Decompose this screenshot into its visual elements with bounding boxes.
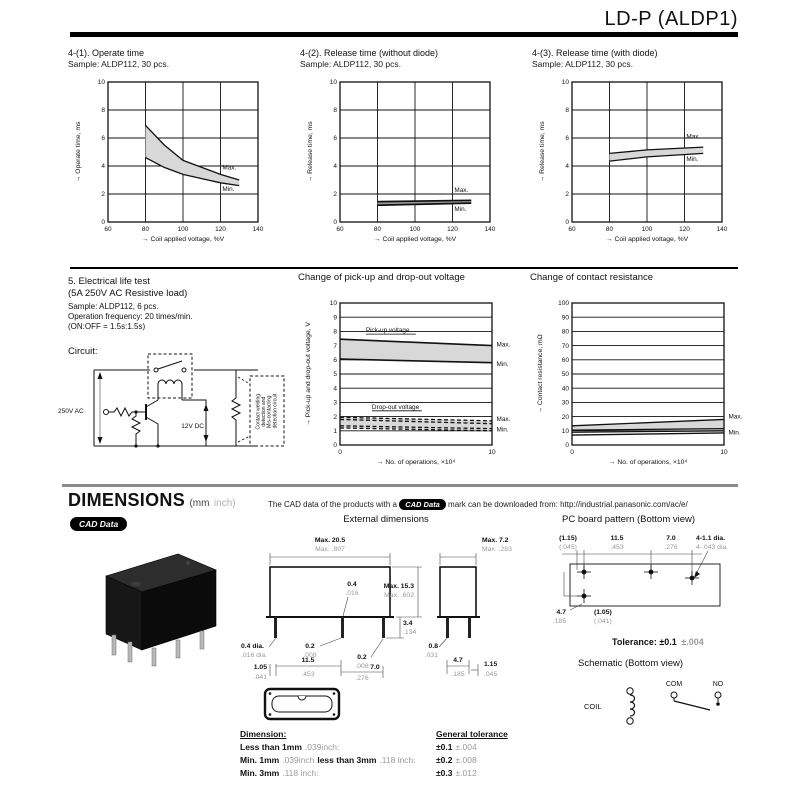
svg-text:Min.: Min. [686,156,699,164]
svg-text:90: 90 [561,314,569,322]
svg-text:6: 6 [333,135,337,143]
svg-text:0: 0 [101,219,105,227]
svg-text:8: 8 [333,107,337,115]
svg-text:→ No. of operations, ×10⁴: → No. of operations, ×10⁴ [376,459,456,466]
dim-mm: Min. 1mm [240,755,280,765]
dim-mm: less than 3mm [317,755,377,765]
svg-text:4: 4 [101,163,105,171]
svg-text:8: 8 [333,328,337,336]
dim-label: .453 [610,544,624,551]
svg-text:→ Release time, ms: → Release time, ms [307,121,314,183]
chart-block-release-no-diode [300,48,500,252]
svg-text:9: 9 [333,314,337,322]
dim-label: .276 [355,675,369,682]
relay-outline [148,354,192,398]
relay-product-image [78,538,238,668]
svg-text:10: 10 [561,428,569,435]
chart-block-pickup-dropout [298,272,520,469]
header-rule [70,32,738,37]
external-dimensions-title: External dimensions [343,514,429,525]
life-test-frequency: Operation frequency: 20 times/min. [68,312,193,321]
dimensions-heading [68,490,236,511]
contact-resistance-chart [530,297,752,469]
dim-label: 11.5 [610,535,624,542]
tolerance-table [240,728,680,780]
svg-text:140: 140 [484,226,496,233]
dim-label: 0.2 [357,654,367,661]
svg-text:→ Release time, ms: → Release time, ms [539,121,546,183]
svg-text:40: 40 [561,385,569,393]
svg-text:Min.: Min. [496,361,509,369]
svg-text:100: 100 [409,226,421,233]
svg-text:2: 2 [333,413,337,421]
dimensions-title: DIMENSIONS [68,490,186,510]
tol-inch: ±.004 [455,742,477,752]
section-divider [70,267,738,269]
detection-box-label [256,393,279,430]
svg-text:6: 6 [565,135,569,143]
cad-data-badge: CAD Data [70,517,127,531]
svg-text:→ Coil applied voltage, %V: → Coil applied voltage, %V [141,236,225,243]
life-test-sample: Sample: ALDP112, 6 pcs. [68,302,159,311]
dim-label: .016 dia. [241,652,268,659]
dim-label: (1.15) [559,535,577,542]
dim-label: .276 [664,544,678,551]
life-test-text [68,276,193,358]
tol-inch: ±.012 [455,768,477,778]
chart-title: 4-(2). Release time (without diode) [300,48,439,58]
dim-label: .016 [345,590,359,597]
pickup-dropout-chart [298,297,520,469]
svg-text:10: 10 [720,449,728,456]
tolerance-mm: Tolerance: ±0.1 [612,637,677,647]
dim-inch: .118 inch: [379,755,416,765]
svg-text:140: 140 [252,226,264,233]
dim-label: .008 [355,663,369,670]
dim-inch: .039inch: [304,742,340,752]
svg-text:7: 7 [333,342,337,350]
svg-text:80: 80 [605,226,614,233]
cad-note-post: mark can be downloaded from: http://industrial.panasonic.com/ac/e/ [448,500,688,509]
svg-text:60: 60 [104,226,112,233]
svg-text:60: 60 [561,357,569,364]
unit-inch: inch) [213,498,236,509]
operate-time-chart [68,72,268,252]
schematic-title: Schematic (Bottom view) [578,658,684,669]
relay-bottom-view [262,686,342,724]
cad-note-pre: The CAD data of the products with a [268,500,397,509]
svg-text:70: 70 [561,342,569,350]
svg-text:Min.: Min. [222,186,235,194]
col-general-tolerance: General tolerance [436,729,508,739]
svg-text:80: 80 [141,226,150,233]
table-row [240,741,680,754]
life-test-load: (5A 250V AC Resistive load) [68,288,188,299]
page-title: LD-P (ALDP1) [604,8,738,30]
chart-block-contact-resistance [530,272,752,469]
dim-mm: Min. 3mm [240,768,280,778]
svg-text:10: 10 [97,79,105,87]
chart-title: 4-(1). Operate time [68,48,145,58]
svg-text:60: 60 [336,226,344,233]
svg-text:→ Operate time, ms: → Operate time, ms [75,121,82,183]
svg-text:Drop-out voltage: Drop-out voltage [371,403,420,411]
dim-label: (.041) [594,618,612,625]
no-label: NO [712,681,724,688]
table-row [240,767,680,780]
dim-label: Max. .283 [482,546,512,553]
dim-label: .134 [403,629,417,636]
dim-label: 0.4 [347,581,357,588]
circuit-ac-label: 250V AC [58,408,84,415]
svg-text:0: 0 [565,442,569,450]
svg-text:120: 120 [679,226,690,233]
dim-label: .041 [253,674,267,681]
svg-text:→ No. of operations, ×10⁴: → No. of operations, ×10⁴ [608,459,688,466]
svg-text:2: 2 [101,191,105,199]
chart-sample: Sample: ALDP112, 30 pcs. [300,59,401,69]
cad-note [268,499,688,510]
svg-text:→ Coil applied voltage, %V: → Coil applied voltage, %V [605,236,689,243]
svg-text:20: 20 [561,413,569,421]
svg-text:3: 3 [333,399,337,407]
svg-text:10: 10 [329,300,337,308]
dim-label: 0.8 [428,643,438,650]
dim-label: 0.2 [305,643,315,650]
svg-text:Max.: Max. [496,341,511,349]
dim-label: Max. .807 [315,546,345,553]
svg-text:80: 80 [373,226,382,233]
tol-inch: ±.008 [455,755,477,765]
dim-label: .185 [552,618,566,625]
life-test-circuit-diagram [58,350,290,465]
life-test-duty: (ON:OFF = 1.5s:1.5s) [68,322,146,331]
chart-title: Change of contact resistance [530,272,654,283]
svg-text:100: 100 [558,300,569,308]
svg-text:0: 0 [333,219,337,227]
svg-text:0: 0 [333,442,337,450]
dim-label: .008 [303,652,317,659]
tol-mm: ±0.2 [436,755,453,765]
svg-text:8: 8 [565,107,569,115]
dim-label: (.045) [559,544,577,551]
dim-label: 7.0 [370,664,380,671]
dim-inch: .118 inch: [282,768,319,778]
chart-title: Change of pick-up and drop-out voltage [298,272,465,283]
svg-text:0: 0 [565,219,569,227]
svg-text:Max.: Max. [222,164,237,172]
dim-label: 1.15 [484,661,498,668]
svg-text:30: 30 [561,399,569,407]
release-time-diode-chart [532,72,732,252]
svg-text:1: 1 [333,428,337,435]
svg-text:10: 10 [488,449,496,456]
dim-label: 1.05 [253,664,267,671]
svg-text:Min.: Min. [728,429,741,437]
dim-label: 4.7 [453,657,463,664]
svg-text:2: 2 [565,191,569,199]
pcb-pattern-title: PC board pattern (Bottom view) [562,514,696,525]
svg-text:6: 6 [101,135,105,143]
svg-text:60: 60 [568,226,576,233]
dimensions-divider [62,484,738,487]
svg-text:Max.: Max. [728,413,743,421]
dim-label: (1.05) [594,609,612,616]
pcb-tolerance-note [612,632,704,650]
svg-text:6: 6 [333,357,337,364]
svg-text:→ Contact resistance, mΩ: → Contact resistance, mΩ [537,334,544,414]
svg-text:4: 4 [333,163,337,171]
dim-label: 11.5 [301,657,315,664]
col-dimension: Dimension: [240,729,287,739]
dim-label: 0.4 dia. [241,643,265,650]
svg-text:→ Coil applied voltage, %V: → Coil applied voltage, %V [373,236,457,243]
chart-block-release-diode [532,48,732,252]
dim-inch: .039inch [282,755,315,765]
unit-mm: (mm [189,498,210,509]
svg-text:Contact welding detect: Contact welding detection and Mis-contacting detection circuit [255,393,279,430]
dim-label: Max. 7.2 [482,537,509,544]
life-test-heading: 5. Electrical life test [68,276,150,287]
cad-data-badge-inline: CAD Data [399,499,446,510]
svg-text:5: 5 [333,371,337,379]
svg-text:0: 0 [338,449,342,456]
dim-label: 7.0 [666,535,676,542]
dim-label: .031 [424,652,438,659]
dim-mm: Less than 1mm [240,742,302,752]
release-time-chart [300,72,500,252]
dim-label: Max. 15.3 [383,583,414,590]
svg-text:100: 100 [641,226,653,233]
tol-mm: ±0.1 [436,742,453,752]
svg-text:Min.: Min. [496,426,509,434]
dim-label: 3.4 [403,620,413,627]
svg-text:4: 4 [565,163,569,171]
chart-title: 4-(3). Release time (with diode) [532,48,658,58]
schematic-drawing [570,676,755,734]
svg-text:8: 8 [101,107,105,115]
svg-text:50: 50 [561,371,569,379]
svg-text:Max.: Max. [454,186,469,194]
dim-label: .453 [301,671,315,678]
chart-sample: Sample: ALDP112, 30 pcs. [532,59,633,69]
svg-text:100: 100 [177,226,189,233]
svg-text:120: 120 [215,226,226,233]
svg-text:80: 80 [561,328,569,336]
dim-label: .045 [484,671,498,678]
svg-text:4: 4 [333,385,337,393]
svg-text:0: 0 [570,449,574,456]
tol-mm: ±0.3 [436,768,453,778]
svg-text:140: 140 [716,226,728,233]
dim-label: .185 [451,671,465,678]
dim-label: 4-.043 dia. [696,544,729,551]
svg-text:10: 10 [561,79,569,87]
svg-text:10: 10 [329,79,337,87]
chart-block-operate-time [68,48,268,252]
svg-text:Min.: Min. [454,205,467,213]
dim-label: Max. .602 [384,592,414,599]
pcb-pattern-drawing [550,532,762,626]
svg-text:Max.: Max. [496,415,511,423]
dim-label: Max. 20.5 [314,537,346,544]
coil-label: COIL [584,702,602,711]
tolerance-inch: ±.004 [681,637,704,647]
circuit-dc-label: 12V DC [181,423,204,430]
svg-text:→ Pick-up and drop-out voltage: → Pick-up and drop-out voltage, V [305,322,312,426]
com-label: COM [665,681,683,688]
circuit-label: Circuit: [68,346,98,357]
svg-text:Max.: Max. [686,133,701,141]
chart-sample: Sample: ALDP112, 30 pcs. [68,59,169,69]
svg-text:2: 2 [333,191,337,199]
dim-label: 4.7 [556,609,566,616]
dim-label: 4-1.1 dia. [696,535,726,542]
svg-text:120: 120 [447,226,458,233]
table-row [240,754,680,767]
external-dimensions-drawing [240,528,532,682]
svg-text:Pick-up voltage: Pick-up voltage [365,327,410,335]
